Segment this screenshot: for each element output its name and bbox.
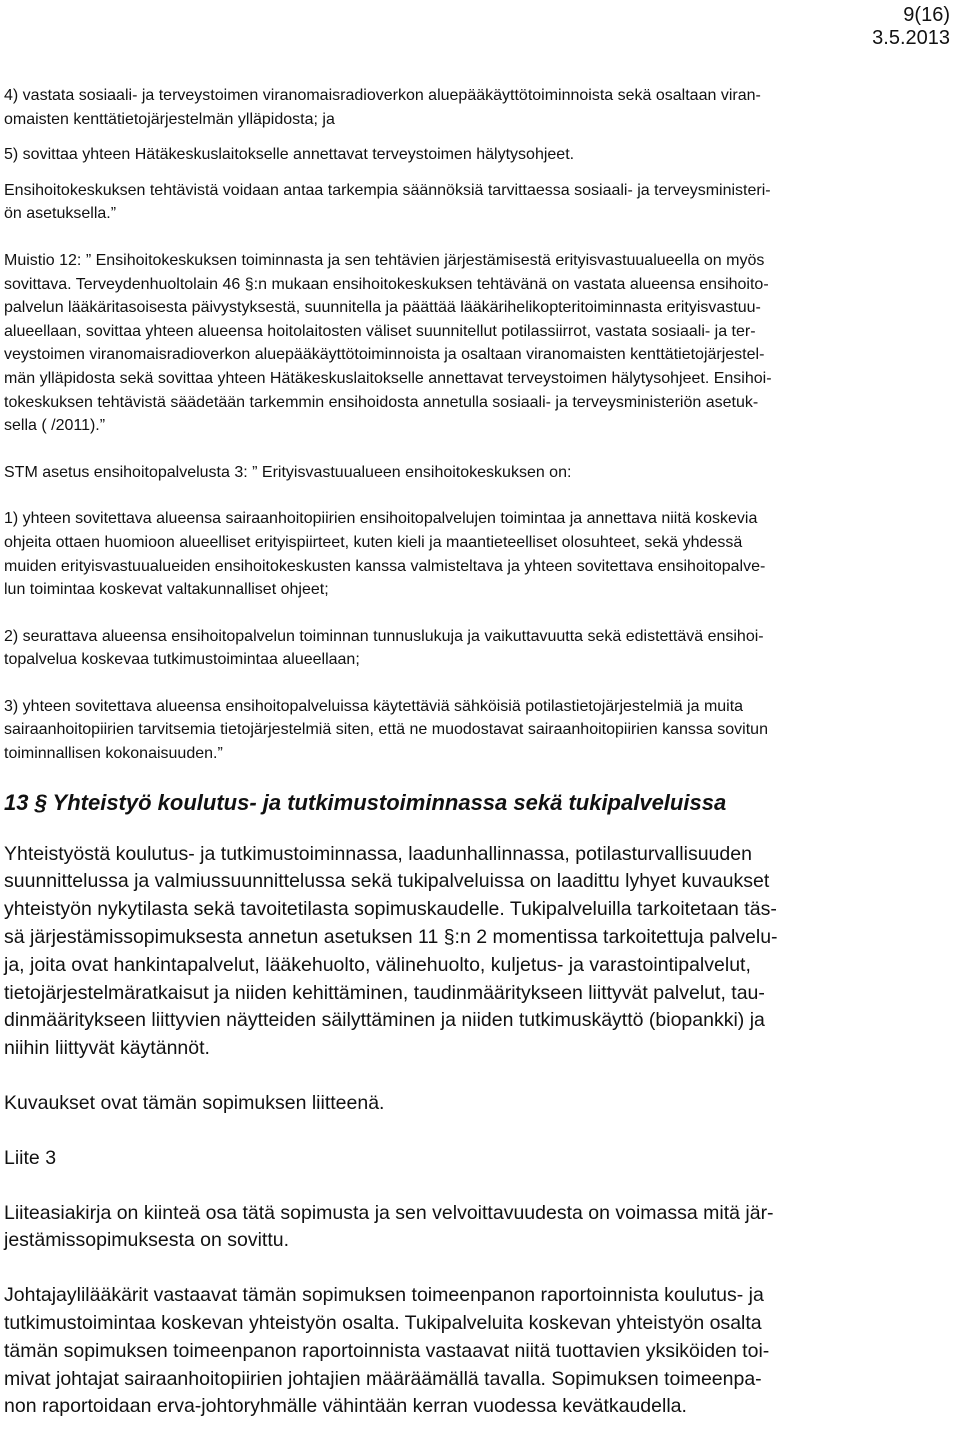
text-line: toiminnallisen kokonaisuuden.”: [4, 745, 223, 763]
text-line: alueellaan, sovittaa yhteen alueensa hoitolaitosten väliset suunnitellut potilassiirrot, vastata sosiaali- ja ter-: [4, 322, 756, 340]
text-line: sovittava. Terveydenhuoltolain 46 §:n mukaan ensihoitokeskuksen tehtävänä on vastata alueensa ensihoito-: [4, 275, 769, 293]
text-line: ön asetuksella.”: [4, 205, 117, 223]
text-line: topalvelua koskevaa tutkimustoimintaa alueellaan;: [4, 651, 360, 669]
page-header: [872, 4, 950, 50]
text-line: Kuvaukset ovat tämän sopimuksen liitteenä.: [4, 1092, 385, 1115]
paragraph: [4, 1200, 950, 1256]
text-line: tutkimustoimintaa koskevan yhteistyön osalta. Tukipalveluita koskevan yhteistyön osalta: [4, 1312, 762, 1335]
text-line: omaisten kenttätietojärjestelmän ylläpidosta; ja: [4, 110, 335, 128]
paragraph: [4, 84, 950, 131]
text-line: 1) yhteen sovitettava alueensa sairaanhoitopiirien ensihoitopalvelujen toimintaa ja annettava niitä koskevia: [4, 510, 758, 528]
text-line: dinmääritykseen liittyvien näytteiden säilyttäminen ja niiden tutkimuskäyttö (biopankki) ja: [4, 1009, 765, 1032]
paragraph: [4, 1145, 950, 1173]
text-line: Muistio 12: ” Ensihoitokeskuksen toiminnasta ja sen tehtävien järjestämisestä erityisvastuualueella on myös: [4, 251, 765, 269]
text-line: Liite 3: [4, 1146, 57, 1169]
text-line: jestämissopimuksesta on sovittu.: [4, 1229, 290, 1252]
text-line: lun toimintaa koskevat valtakunnalliset ohjeet;: [4, 581, 329, 599]
paragraph: [4, 695, 950, 766]
text-line: mivat johtajat sairaanhoitopiirien johtajien määräämällä tavalla. Sopimuksen toimeenpa-: [4, 1367, 762, 1390]
paragraph: [4, 249, 950, 438]
paragraph: [4, 179, 950, 226]
text-line: 3) yhteen sovitettava alueensa ensihoitopalveluissa käytettäviä sähköisiä potilastietojärjestelmiä ja muita: [4, 697, 744, 715]
paragraph: [4, 1090, 950, 1118]
document-date: 3.5.2013: [872, 27, 950, 49]
text-line: STM asetus ensihoitopalvelusta 3: ” Erityisvastuualueen ensihoitokeskuksen on:: [4, 463, 572, 481]
text-line: 4) vastata sosiaali- ja terveystoimen viranomaisradioverkon aluepääkäyttötoiminnoista sekä osaltaan viran-: [4, 87, 761, 104]
text-line: sä järjestämissopimuksesta annetun asetuksen 11 §:n 2 momentissa tarkoitettuja palvelu-: [4, 926, 778, 949]
text-line: män ylläpidosta sekä sovittaa yhteen Hätäkeskuslaitokselle annettavat terveystoimen hälytysohjeet. Ensihoi-: [4, 369, 772, 387]
text-line: tämän sopimuksen toimeenpanon raportoinnista vastaavat niitä tuottavien yksiköiden toi-: [4, 1339, 770, 1362]
paragraph: [4, 625, 950, 672]
section-heading: 13 § Yhteistyö koulutus- ja tutkimustoiminnassa sekä tukipalveluissa: [4, 789, 727, 815]
article-13-text: [4, 841, 950, 1422]
text-line: Liiteasiakirja on kiinteä osa tätä sopimusta ja sen velvoittavuudesta on voimassa mitä jär-: [4, 1201, 774, 1224]
text-line: suunnittelussa ja valmiussuunnittelussa sekä tukipalveluissa on laadittu lyhyet kuvaukset: [4, 870, 770, 893]
text-line: ja, joita ovat hankintapalvelut, lääkehuolto, välinehuolto, kuljetus- ja varastointipalvelut,: [4, 953, 751, 976]
text-line: tokeskuksen tehtävistä säädetään tarkemmin ensihoidosta annetulla sosiaali- ja terveysministeriön asetuk-: [4, 393, 759, 411]
page-number: 9(16): [903, 4, 950, 26]
text-line: 5) sovittaa yhteen Hätäkeskuslaitokselle annettavat terveystoimen hälytysohjeet.: [4, 146, 575, 164]
text-line: 2) seurattava alueensa ensihoitopalvelun toiminnan tunnuslukuja ja vaikuttavuutta sekä edistettävä ensihoi-: [4, 627, 764, 645]
text-line: palvelun lääkäritasoisesta päivystyksestä, suunnitella ja päättää lääkärihelikopteritoiminnasta erityisvastuu-: [4, 299, 761, 317]
text-line: sairaanhoitopiirien tarvitsemia tietojärjestelmiä siten, että ne muodostavat sairaanhoitopiirien kanssa sovitun: [4, 721, 768, 739]
paragraph: [4, 841, 950, 1063]
paragraph: [4, 461, 950, 485]
text-line: ohjeita ottaen huomioon alueelliset erityispiirteet, kuten kieli ja maantieteelliset olosuhteet, sekä yhdessä: [4, 533, 743, 551]
article-12-text: [4, 84, 950, 766]
paragraph: [4, 1282, 950, 1421]
text-line: non raportoidaan erva-johtoryhmälle vähintään kerran vuodessa kevätkaudella.: [4, 1395, 687, 1418]
text-line: sella ( /2011).”: [4, 417, 106, 435]
text-line: Johtajaylilääkärit vastaavat tämän sopimuksen toimeenpanon raportoinnista koulutus- ja: [4, 1284, 764, 1307]
text-line: Yhteistyöstä koulutus- ja tutkimustoiminnassa, laadunhallinnassa, potilasturvallisuuden: [4, 842, 752, 865]
paragraph: [4, 507, 950, 601]
document-body: [4, 84, 950, 1448]
paragraph: [4, 143, 950, 167]
text-line: yhteistyön nykytilasta sekä tavoitetilasta sopimuskaudelle. Tukipalveluilla tarkoitetaan täs-: [4, 898, 777, 921]
text-line: tietojärjestelmäratkaisut ja niiden kehittäminen, taudinmääritykseen liittyvät palvelut, tau-: [4, 981, 765, 1004]
text-line: veystoimen viranomaisradioverkon aluepääkäyttötoiminnoista ja osaltaan viranomaisten kenttätietojärjestel-: [4, 346, 765, 364]
text-line: Ensihoitokeskuksen tehtävistä voidaan antaa tarkempia säännöksiä tarvittaessa sosiaali- ja terveysministeri-: [4, 181, 771, 199]
text-line: muiden erityisvastuualueiden ensihoitokeskusten kanssa valmisteltava ja yhteen sovitettava ensihoitopalve-: [4, 557, 766, 575]
text-line: niihin liittyvät käytännöt.: [4, 1037, 210, 1060]
